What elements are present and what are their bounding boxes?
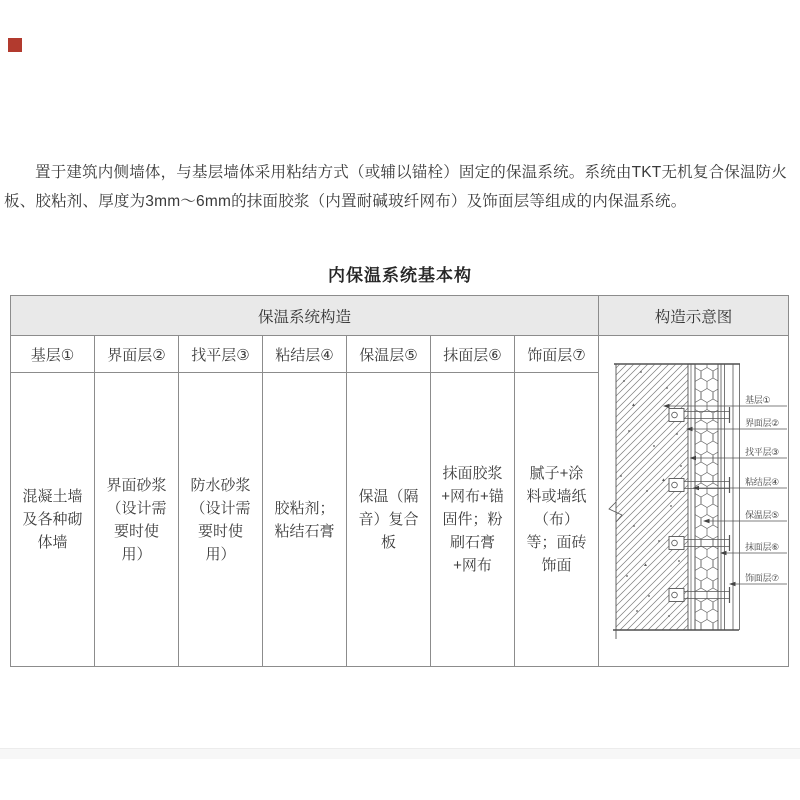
diagram-label-insulation-layer: 保温层⑤ bbox=[745, 510, 779, 520]
col-header-render-layer: 抹面层⑥ bbox=[431, 336, 515, 373]
table-column-header-row bbox=[11, 336, 789, 373]
body-cell-base-layer: 混凝土墙及各种砌体墙 bbox=[11, 373, 95, 667]
diagram-label-interface-layer: 界面层② bbox=[745, 418, 779, 428]
col-header-insulation-layer: 保温层⑤ bbox=[347, 336, 431, 373]
diagram-label-bonding-layer: 粘结层④ bbox=[745, 477, 779, 487]
table-group-header-row bbox=[11, 296, 789, 336]
body-cell-leveling-layer: 防水砂浆（设计需要时使用） bbox=[179, 373, 263, 667]
diagram-label-leveling-layer: 找平层③ bbox=[745, 447, 779, 457]
col-header-leveling-layer: 找平层③ bbox=[179, 336, 263, 373]
body-cell-insulation-layer: 保温（隔音）复合板 bbox=[347, 373, 431, 667]
render-finish-layers bbox=[721, 364, 740, 630]
red-marker bbox=[8, 38, 22, 52]
body-cell-interface-layer: 界面砂浆（设计需要时使用） bbox=[95, 373, 179, 667]
col-header-bonding-layer: 粘结层④ bbox=[263, 336, 347, 373]
col-header-finish-layer: 饰面层⑦ bbox=[515, 336, 599, 373]
intro-paragraph: 置于建筑内侧墙体，与基层墙体采用粘结方式（或辅以锚栓）固定的保温系统。系统由TKT无机复合保温防火板、胶粘剂、厚度为3mm～6mm的抹面胶浆（内置耐碱玻纤网布）及饰面层等组成的内保温系统。 bbox=[4, 164, 788, 210]
body-cell-finish-layer: 腻子+涂料或墙纸（布）等；面砖饰面 bbox=[515, 373, 599, 667]
diagram-header-cell: 构造示意图 bbox=[599, 296, 789, 336]
interface-leveling-layers bbox=[691, 364, 695, 630]
page-break-band bbox=[0, 748, 800, 759]
col-header-base-layer: 基层① bbox=[11, 336, 95, 373]
insulation-board bbox=[695, 364, 718, 630]
construction-diagram-svg bbox=[599, 336, 787, 666]
col-header-interface-layer: 界面层② bbox=[95, 336, 179, 373]
body-cell-render-layer: 抹面胶浆+网布+锚固件；粉刷石膏+网布 bbox=[431, 373, 515, 667]
diagram-cell bbox=[599, 336, 789, 667]
diagram-label-render-layer: 抹面层⑥ bbox=[745, 542, 779, 552]
insulation-spec-table bbox=[10, 295, 789, 667]
page-title: 内保温系统基本构 bbox=[328, 266, 472, 285]
construction-diagram bbox=[599, 336, 787, 666]
body-cell-bonding-layer: 胶粘剂；粘结石膏 bbox=[263, 373, 347, 667]
diagram-label-finish-layer: 饰面层⑦ bbox=[745, 573, 779, 583]
group-header-cell: 保温系统构造 bbox=[11, 296, 599, 336]
diagram-label-base-layer: 基层① bbox=[745, 395, 771, 405]
